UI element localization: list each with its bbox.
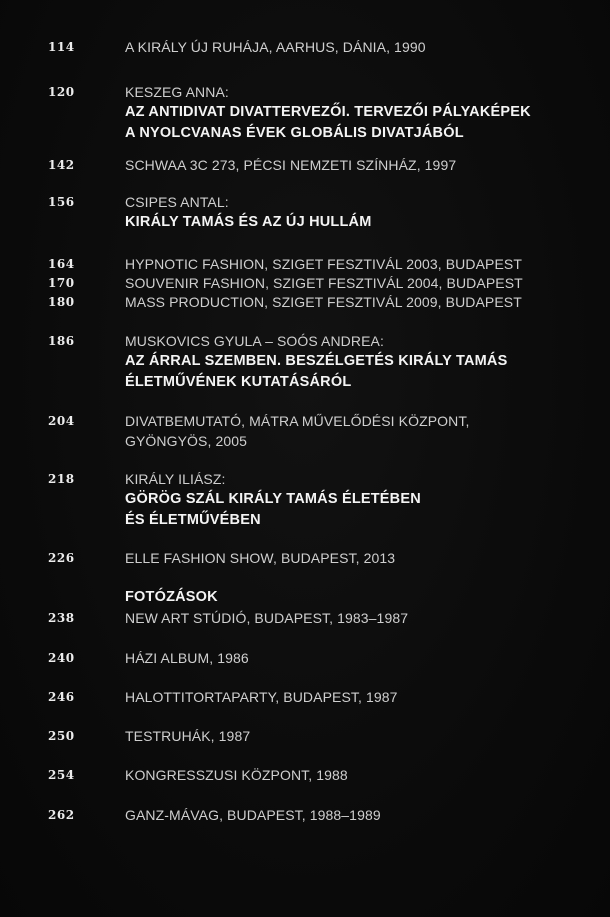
entry-title: TESTRUHÁK, 1987 <box>125 728 251 744</box>
entry-title: NEW ART STÚDIÓ, BUDAPEST, 1983–1987 <box>125 610 409 626</box>
entry-title: SCHWAA 3C 273, PÉCSI NEMZETI SZÍNHÁZ, 1997 <box>125 157 457 173</box>
essay-title: ÉS ÉLETMŰVÉBEN <box>125 512 261 528</box>
essay-title: KIRÁLY TAMÁS ÉS AZ ÚJ HULLÁM <box>125 214 372 230</box>
page-number: 246 <box>48 690 75 704</box>
page-number: 142 <box>48 158 75 172</box>
essay-title: AZ ÁRRAL SZEMBEN. BESZÉLGETÉS KIRÁLY TAMÁS <box>125 353 508 369</box>
entry-title: A KIRÁLY ÚJ RUHÁJA, AARHUS, DÁNIA, 1990 <box>125 39 426 55</box>
essay-title: AZ ANTIDIVAT DIVATTERVEZŐI. TERVEZŐI PÁLYAKÉPEK <box>125 104 531 120</box>
section-title: FOTÓZÁSOK <box>125 589 218 605</box>
entry-title: SOUVENIR FASHION, SZIGET FESZTIVÁL 2004, BUDAPEST <box>125 275 523 291</box>
entry-author: MUSKOVICS GYULA – SOÓS ANDREA: <box>125 333 384 349</box>
essay-title: ÉLETMŰVÉNEK KUTATÁSÁRÓL <box>125 374 352 390</box>
entry-title: HYPNOTIC FASHION, SZIGET FESZTIVÁL 2003, BUDAPEST <box>125 256 522 272</box>
entry-title: GANZ-MÁVAG, BUDAPEST, 1988–1989 <box>125 807 381 823</box>
page-number: 262 <box>48 808 75 822</box>
essay-title: A NYOLCVANAS ÉVEK GLOBÁLIS DIVATJÁBÓL <box>125 125 464 141</box>
page-number: 170 <box>48 276 75 290</box>
page-number: 226 <box>48 551 75 565</box>
page-number: 186 <box>48 334 75 348</box>
page-number: 114 <box>48 40 75 54</box>
page-number: 156 <box>48 195 75 209</box>
page-number: 218 <box>48 472 75 486</box>
entry-author: KIRÁLY ILIÁSZ: <box>125 471 226 487</box>
page-number: 204 <box>48 414 75 428</box>
entry-title: DIVATBEMUTATÓ, MÁTRA MŰVELŐDÉSI KÖZPONT, <box>125 413 470 429</box>
page-number: 254 <box>48 768 75 782</box>
entry-title: HALOTTITORTAPARTY, BUDAPEST, 1987 <box>125 689 398 705</box>
entry-title: KONGRESSZUSI KÖZPONT, 1988 <box>125 767 348 783</box>
entry-title: ELLE FASHION SHOW, BUDAPEST, 2013 <box>125 550 396 566</box>
entry-author: KESZEG ANNA: <box>125 84 229 100</box>
essay-title: GÖRÖG SZÁL KIRÁLY TAMÁS ÉLETÉBEN <box>125 491 421 507</box>
page-number: 238 <box>48 611 75 625</box>
page-number: 120 <box>48 85 75 99</box>
page-number: 164 <box>48 257 75 271</box>
entry-title: GYÖNGYÖS, 2005 <box>125 433 248 449</box>
page-number: 180 <box>48 295 75 309</box>
page-number: 250 <box>48 729 75 743</box>
entry-author: CSIPES ANTAL: <box>125 194 229 210</box>
entry-title: MASS PRODUCTION, SZIGET FESZTIVÁL 2009, BUDAPEST <box>125 294 522 310</box>
page-number: 240 <box>48 651 75 665</box>
entry-title: HÁZI ALBUM, 1986 <box>125 650 249 666</box>
